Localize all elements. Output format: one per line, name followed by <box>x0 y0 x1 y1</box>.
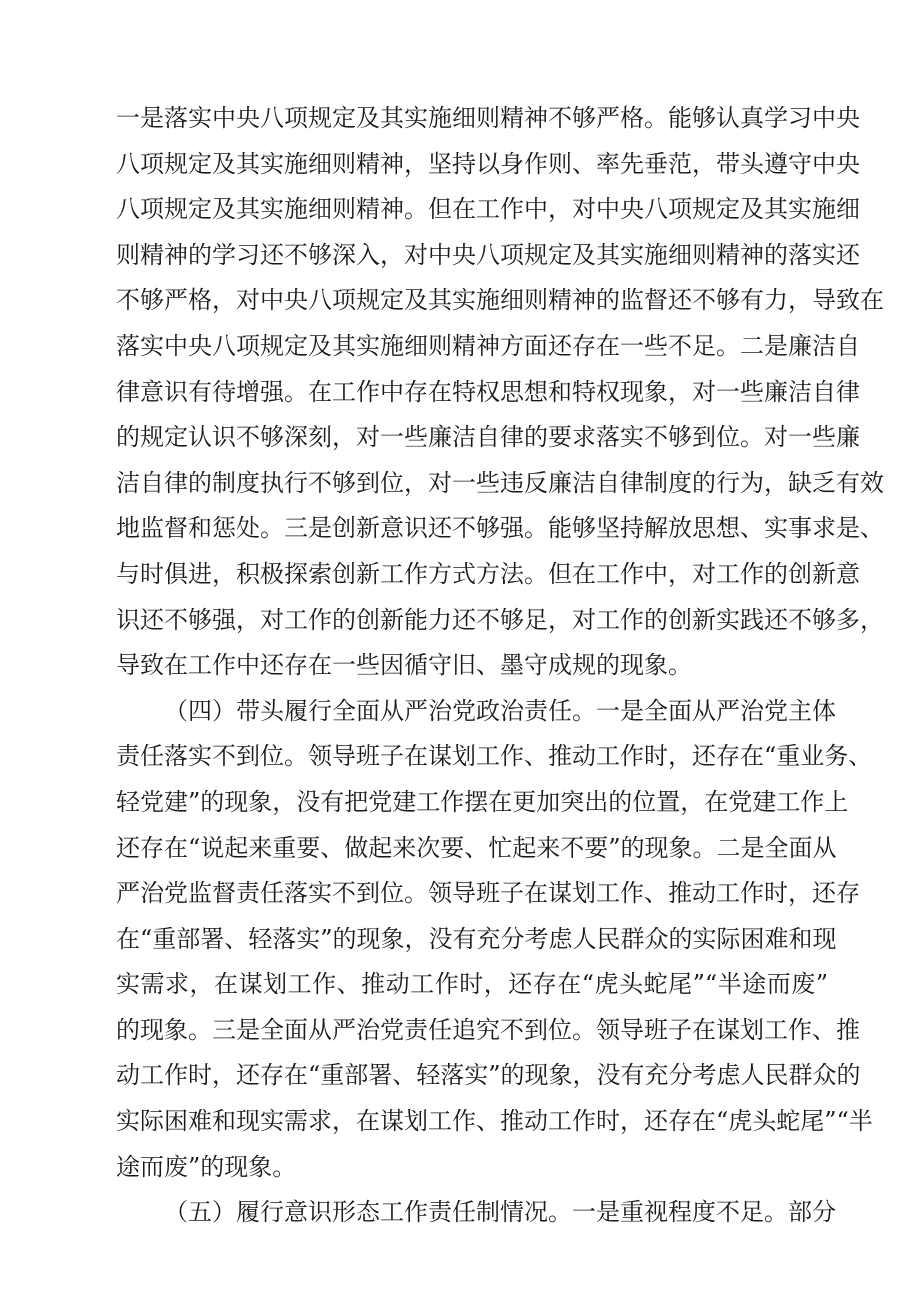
text-line: 与时俱进，积极探索创新工作方式方法。但在工作中，对工作的创新意 <box>116 559 860 588</box>
text-line: 严治党监督责任落实不到位。领导班子在谋划工作、推动工作时，还存 <box>116 879 860 908</box>
text-line: （五）履行意识形态工作责任制情况。一是重视程度不足。部分 <box>164 1198 836 1227</box>
text-line: 地监督和惩处。三是创新意识还不够强。能够坚持解放思想、实事求是、 <box>116 514 884 543</box>
text-line: 八项规定及其实施细则精神，坚持以身作则、率先垂范，带头遵守中央 <box>116 149 860 178</box>
paragraph <box>116 1190 836 1236</box>
text-line: 责任落实不到位。领导班子在谋划工作、推动工作时，还存在“重业务、 <box>116 742 873 771</box>
text-line: 的现象。三是全面从严治党责任追究不到位。领导班子在谋划工作、推 <box>116 1015 860 1044</box>
text-line: 洁自律的制度执行不够到位，对一些违反廉洁自律制度的行为，缺乏有效 <box>116 468 884 497</box>
text-line: 一是落实中央八项规定及其实施细则精神不够严格。能够认真学习中央 <box>116 104 860 132</box>
text-line: 动工作时，还存在“重部署、轻落实”的现象，没有充分考虑人民群众的 <box>116 1061 861 1090</box>
text-line: 轻党建”的现象，没有把党建工作摆在更加突出的位置，在党建工作上 <box>116 787 849 816</box>
text-line: 在“重部署、轻落实”的现象，没有充分考虑人民群众的实际困难和现 <box>116 924 837 953</box>
text-line: 识还不够强，对工作的创新能力还不够足，对工作的创新实践还不够多， <box>116 605 884 634</box>
text-line: 落实中央八项规定及其实施细则精神方面还存在一些不足。二是廉洁自 <box>116 331 860 360</box>
text-line: 实际困难和现实需求，在谋划工作、推动工作时，还存在“虎头蛇尾”“半 <box>116 1107 873 1136</box>
document-body <box>116 96 884 1236</box>
text-line: 途而废”的现象。 <box>116 1152 297 1181</box>
text-line: 实需求，在谋划工作、推动工作时，还存在“虎头蛇尾”“半途而废” <box>116 970 828 999</box>
text-line: 则精神的学习还不够深入，对中央八项规定及其实施细则精神的落实还 <box>116 240 860 269</box>
text-line: 律意识有待增强。在工作中存在特权思想和特权现象，对一些廉洁自律 <box>116 377 860 406</box>
paragraph <box>116 689 873 1191</box>
text-line: 不够严格，对中央八项规定及其实施细则精神的监督还不够有力，导致在 <box>116 286 884 315</box>
text-line: （四）带头履行全面从严治党政治责任。一是全面从严治党主体 <box>164 696 836 725</box>
text-line: 八项规定及其实施细则精神。但在工作中，对中央八项规定及其实施细 <box>116 195 860 224</box>
text-line: 的规定认识不够深刻，对一些廉洁自律的要求落实不够到位。对一些廉 <box>116 423 860 452</box>
text-line: 还存在“说起来重要、做起来次要、忙起来不要”的现象。二是全面从 <box>116 833 837 862</box>
paragraph <box>116 96 884 689</box>
text-line: 导致在工作中还存在一些因循守旧、墨守成规的现象。 <box>116 651 692 680</box>
